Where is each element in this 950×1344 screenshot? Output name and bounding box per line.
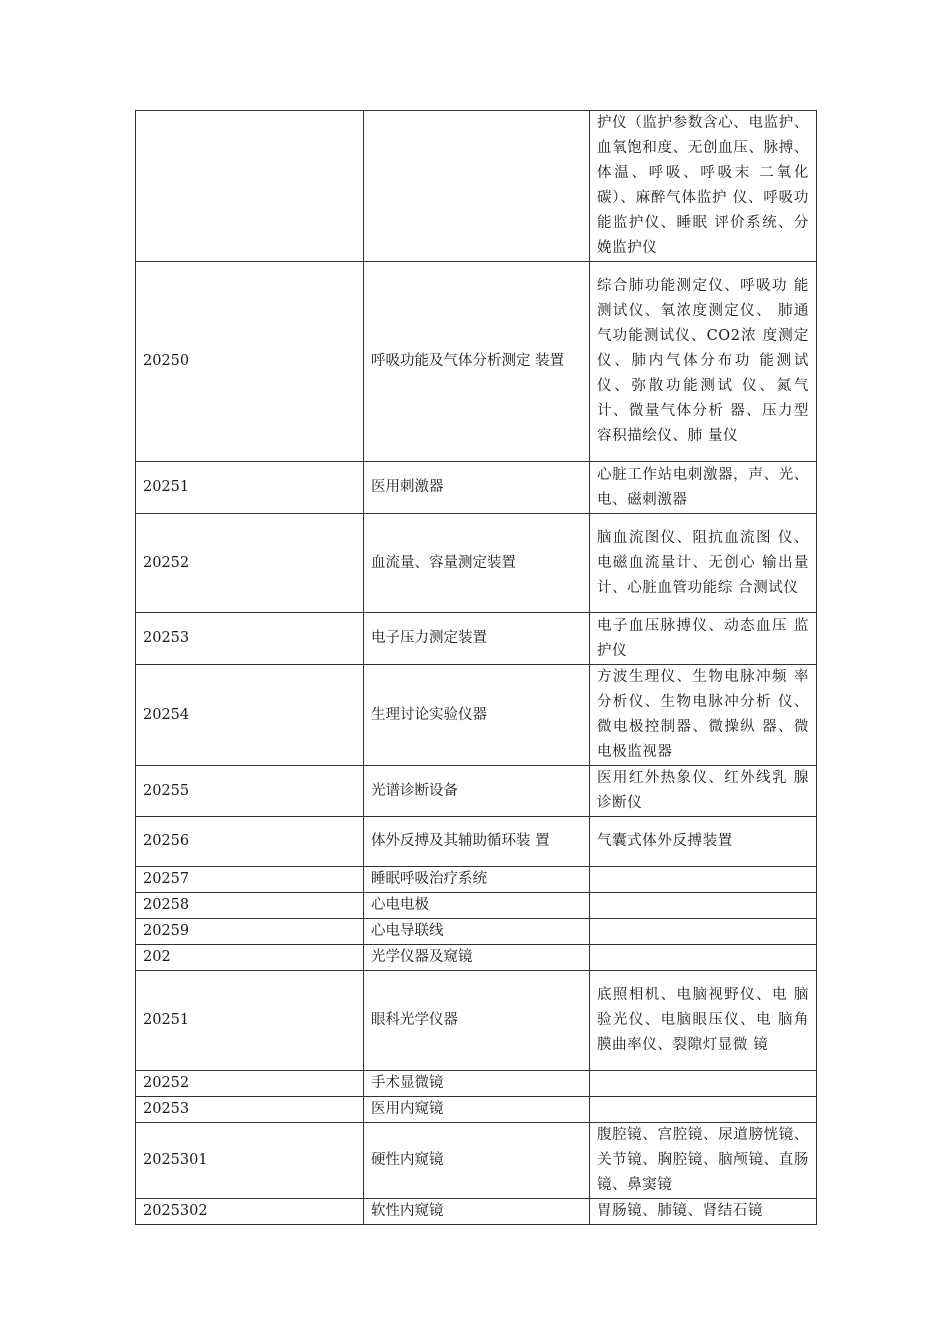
desc-cell: 电子血压脉搏仪、动态血压 监护仪 — [590, 613, 817, 665]
name-cell: 呼吸功能及气体分析测定 装置 — [364, 262, 590, 462]
desc-cell: 脑血流图仪、阻抗血流图 仪、电磁血流量计、无创心 输出量计、心脏血管功能综 合测试仪 — [590, 514, 817, 613]
table-row — [136, 1123, 817, 1199]
name-cell: 心电导联线 — [364, 919, 590, 945]
desc-cell: 护仪（监护参数含心、电监护、血氧饱和度、无创血压、脉搏、体温、呼吸、呼吸末 二氧化碳）、麻醉气体监护 仪、呼吸功能监护仪、睡眠 评价系统、分娩监护仪 — [590, 111, 817, 262]
name-cell: 手术显微镜 — [364, 1071, 590, 1097]
table-row — [136, 817, 817, 867]
table-row — [136, 945, 817, 971]
device-catalog-table — [135, 110, 817, 1225]
table-row — [136, 971, 817, 1071]
code-cell — [136, 111, 364, 262]
name-cell: 软性内窥镜 — [364, 1199, 590, 1225]
desc-cell: 医用红外热象仪、红外线乳 腺诊断仪 — [590, 766, 817, 817]
name-cell — [364, 111, 590, 262]
code-cell: 20256 — [136, 817, 364, 867]
name-cell: 睡眠呼吸治疗系统 — [364, 867, 590, 893]
table-row — [136, 514, 817, 613]
name-cell: 光学仪器及窥镜 — [364, 945, 590, 971]
table-row — [136, 1199, 817, 1225]
code-cell: 20251 — [136, 462, 364, 514]
table-row — [136, 665, 817, 766]
desc-cell — [590, 1071, 817, 1097]
code-cell: 202 — [136, 945, 364, 971]
name-cell: 医用刺激器 — [364, 462, 590, 514]
code-cell: 20257 — [136, 867, 364, 893]
table-row — [136, 1097, 817, 1123]
code-cell: 20252 — [136, 514, 364, 613]
name-cell: 光谱诊断设备 — [364, 766, 590, 817]
table-row — [136, 919, 817, 945]
code-cell: 20252 — [136, 1071, 364, 1097]
table-row — [136, 262, 817, 462]
desc-cell: 胃肠镜、肺镜、肾结石镜 — [590, 1199, 817, 1225]
table-row — [136, 867, 817, 893]
name-cell: 心电电极 — [364, 893, 590, 919]
desc-cell — [590, 919, 817, 945]
name-cell: 生理讨论实验仪器 — [364, 665, 590, 766]
code-cell: 2025302 — [136, 1199, 364, 1225]
code-cell: 20255 — [136, 766, 364, 817]
code-cell: 20250 — [136, 262, 364, 462]
table-row — [136, 462, 817, 514]
name-cell: 医用内窥镜 — [364, 1097, 590, 1123]
desc-cell: 气囊式体外反搏装置 — [590, 817, 817, 867]
desc-cell: 综合肺功能测定仪、呼吸功 能测试仪、氧浓度测定仪、 肺通气功能测试仪、CO2浓 度测定仪、肺内气体分布功 能测试仪、弥散功能测试 仪、氮气计、微量气体分析 器、压力型容积描绘仪、肺 量仪 — [590, 262, 817, 462]
code-cell: 20253 — [136, 1097, 364, 1123]
name-cell: 眼科光学仪器 — [364, 971, 590, 1071]
desc-cell: 底照相机、电脑视野仪、电 脑验光仪、电脑眼压仪、电 脑角膜曲率仪、裂隙灯显微 镜 — [590, 971, 817, 1071]
table-row — [136, 111, 817, 262]
table-row — [136, 766, 817, 817]
table-row — [136, 613, 817, 665]
code-cell: 20258 — [136, 893, 364, 919]
name-cell: 血流量、容量测定装置 — [364, 514, 590, 613]
desc-cell: 腹腔镜、宫腔镜、尿道膀恍镜、关节镜、胸腔镜、脑颅镜、直肠镜、鼻窦镜 — [590, 1123, 817, 1199]
desc-cell — [590, 945, 817, 971]
code-cell: 20253 — [136, 613, 364, 665]
code-cell: 20259 — [136, 919, 364, 945]
code-cell: 20254 — [136, 665, 364, 766]
desc-cell — [590, 893, 817, 919]
desc-cell — [590, 1097, 817, 1123]
desc-cell: 心脏工作站电刺激器，声、光、电、磁刺激器 — [590, 462, 817, 514]
code-cell: 20251 — [136, 971, 364, 1071]
name-cell: 体外反搏及其辅助循环装 置 — [364, 817, 590, 867]
code-cell: 2025301 — [136, 1123, 364, 1199]
desc-cell — [590, 867, 817, 893]
table-row — [136, 1071, 817, 1097]
desc-cell: 方波生理仪、生物电脉冲频 率分析仪、生物电脉冲分析 仪、微电极控制器、微操纵 器、微电极监视器 — [590, 665, 817, 766]
name-cell: 电子压力测定装置 — [364, 613, 590, 665]
table-row — [136, 893, 817, 919]
name-cell: 硬性内窥镜 — [364, 1123, 590, 1199]
